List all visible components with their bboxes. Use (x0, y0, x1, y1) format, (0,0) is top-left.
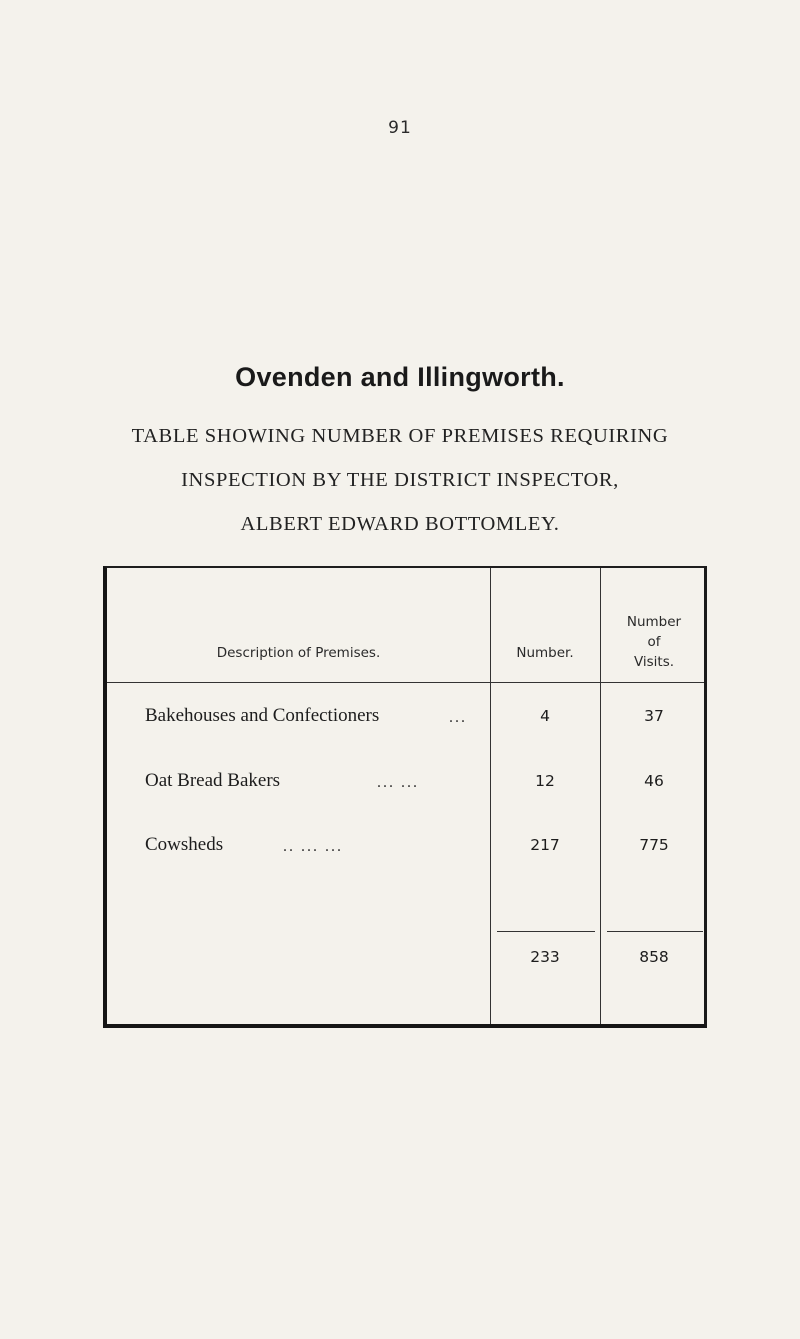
row-description-oat-bread: Oat Bread Bakers (145, 770, 281, 791)
row-number-oat-bread: 12 (535, 772, 555, 790)
header-visits-line-1: Number (626, 614, 682, 630)
row-visits-oat-bread: 46 (644, 772, 664, 790)
totals-rule-visits (607, 931, 703, 932)
header-visits (600, 612, 708, 672)
page-number: 91 (388, 118, 412, 138)
row-leader-bakehouses: ... (449, 709, 467, 726)
row-number-bakehouses: 4 (540, 707, 550, 725)
header-rule (107, 682, 704, 683)
table-title-line-2: INSPECTION BY THE DISTRICT INSPECTOR, (181, 469, 619, 491)
total-number: 233 (530, 948, 560, 966)
row-description-cowsheds: Cowsheds (145, 834, 224, 855)
row-leader-cowsheds: .. ... ... (283, 838, 343, 855)
premises-table (103, 566, 707, 1028)
table-title-line-3: ALBERT EDWARD BOTTOMLEY. (240, 513, 560, 535)
header-number: Number. (516, 645, 574, 661)
page-heading: Ovenden and Illingworth. (235, 362, 565, 392)
total-visits: 858 (639, 948, 669, 966)
row-leader-oat-bread: ... ... (377, 774, 419, 791)
header-visits-line-3: Visits. (633, 654, 675, 670)
row-number-cowsheds: 217 (530, 836, 560, 854)
table-title-line-1: TABLE SHOWING NUMBER OF PREMISES REQUIRING (131, 425, 669, 447)
row-visits-cowsheds: 775 (639, 836, 669, 854)
header-description: Description of Premises. (216, 645, 381, 661)
row-visits-bakehouses: 37 (644, 707, 664, 725)
row-description-bakehouses: Bakehouses and Confectioners (145, 705, 380, 726)
header-visits-line-2: of (647, 634, 661, 650)
totals-rule-number (497, 931, 595, 932)
